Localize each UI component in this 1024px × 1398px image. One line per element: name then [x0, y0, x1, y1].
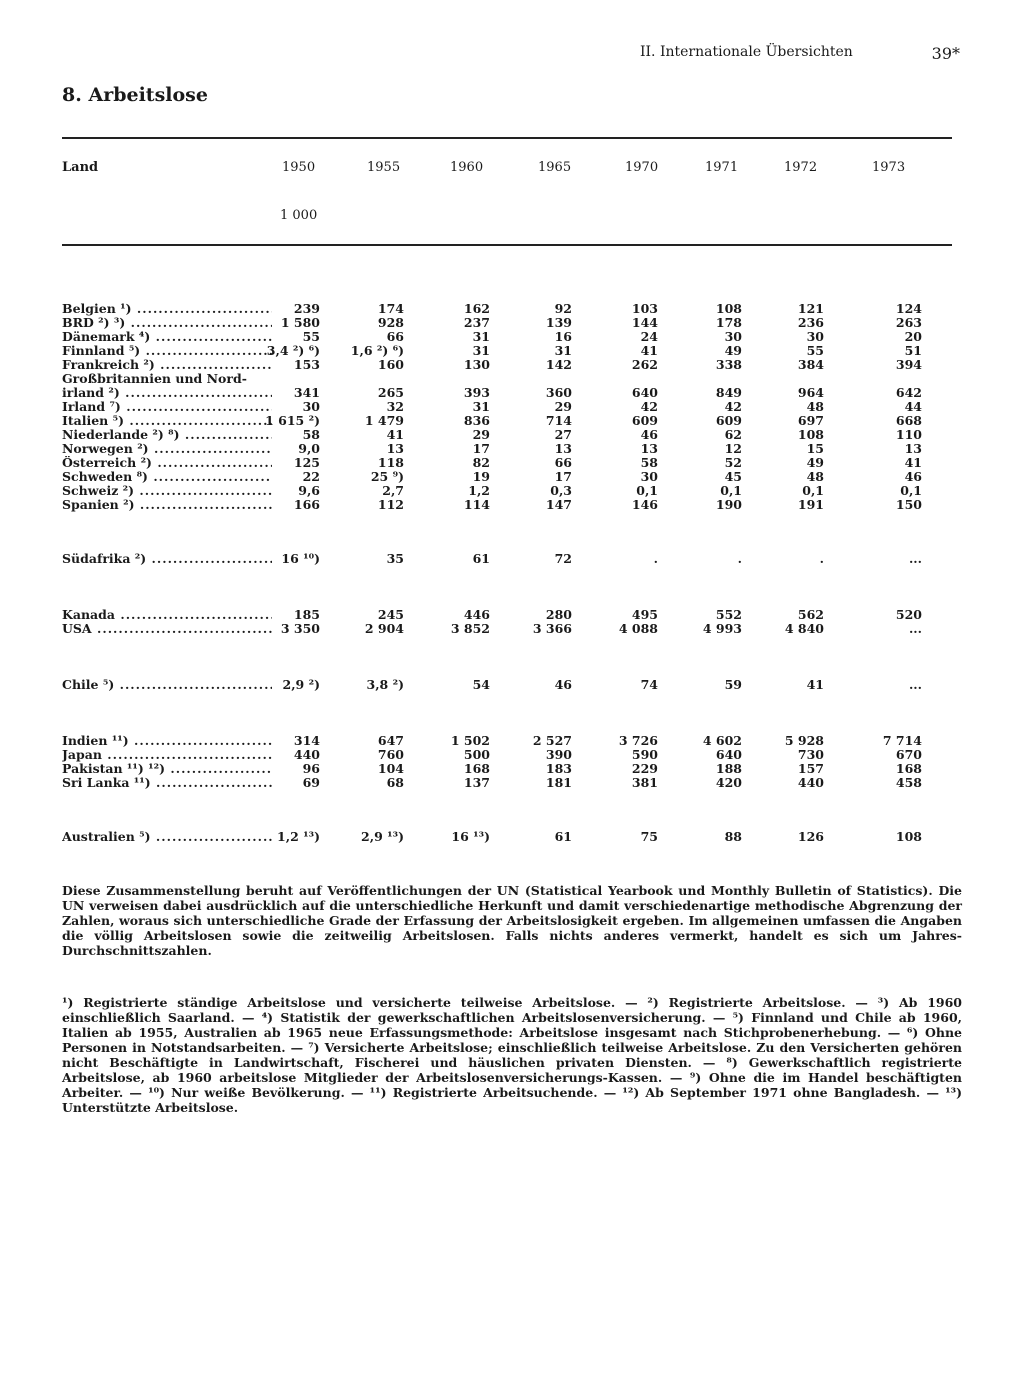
- table-row: [62, 330, 952, 344]
- row-value: 314: [293, 733, 320, 748]
- row-value: 31: [472, 343, 490, 358]
- row-value: 49: [806, 455, 824, 470]
- row-value: 168: [463, 761, 490, 776]
- row-country: Niederlande ²) ⁸) .....: [62, 428, 272, 442]
- footnotes: [62, 995, 962, 1115]
- table-row: [62, 734, 952, 748]
- table-row: [62, 776, 952, 790]
- row-value: 52: [724, 455, 742, 470]
- row-value: ...: [908, 621, 922, 636]
- row-value: 640: [631, 385, 658, 400]
- row-value: 384: [797, 357, 824, 372]
- row-value: 1,2: [468, 483, 490, 498]
- row-value: 3,4 ²) ⁶): [266, 343, 320, 358]
- row-value: 17: [472, 441, 490, 456]
- row-country: Spanien ²) .....: [62, 498, 272, 512]
- column-year: 1960: [450, 160, 484, 175]
- row-value: 88: [724, 829, 742, 844]
- row-value: 13: [554, 441, 572, 456]
- row-value: 82: [472, 455, 490, 470]
- row-value: 41: [386, 427, 404, 442]
- row-value: 110: [895, 427, 922, 442]
- row-value: 66: [554, 455, 572, 470]
- row-value: 108: [895, 829, 922, 844]
- row-value: .: [653, 551, 658, 566]
- row-value: 44: [904, 399, 922, 414]
- table-row: [62, 414, 952, 428]
- row-country: Kanada .....: [62, 608, 272, 622]
- row-value: 1 615 ²): [265, 413, 320, 428]
- table-row: [62, 358, 952, 372]
- row-value: 0,3: [550, 483, 572, 498]
- row-value: 31: [472, 399, 490, 414]
- row-value: 188: [715, 761, 742, 776]
- row-value: 13: [904, 441, 922, 456]
- row-value: 68: [386, 775, 404, 790]
- row-value: 61: [472, 551, 490, 566]
- row-value: 265: [377, 385, 404, 400]
- header-rule: [62, 244, 952, 246]
- row-value: 17: [554, 469, 572, 484]
- row-country: Dänemark ⁴) .....: [62, 330, 272, 344]
- column-year: 1950: [282, 160, 316, 175]
- row-value: 139: [545, 315, 572, 330]
- row-value: 108: [715, 301, 742, 316]
- row-value: 29: [554, 399, 572, 414]
- table-row: [62, 344, 952, 358]
- running-header: [640, 44, 960, 63]
- row-value: 42: [640, 399, 658, 414]
- row-country: Schweiz ²) .....: [62, 484, 272, 498]
- row-value: 5 928: [784, 733, 824, 748]
- row-value: 92: [554, 301, 572, 316]
- row-value: 20: [904, 329, 922, 344]
- row-value: 108: [797, 427, 824, 442]
- row-value: 1,6 ²) ⁶): [350, 343, 404, 358]
- row-value: 45: [724, 469, 742, 484]
- row-value: 263: [895, 315, 922, 330]
- row-value: 160: [377, 357, 404, 372]
- row-value: 30: [806, 329, 824, 344]
- row-value: 35: [386, 551, 404, 566]
- row-value: 55: [302, 329, 320, 344]
- row-value: 185: [293, 607, 320, 622]
- row-country: Japan .....: [62, 748, 272, 762]
- row-value: 670: [895, 747, 922, 762]
- row-value: .: [737, 551, 742, 566]
- row-value: 928: [377, 315, 404, 330]
- row-value: 166: [293, 497, 320, 512]
- row-value: 114: [463, 497, 490, 512]
- column-year: 1970: [625, 160, 659, 175]
- row-value: 153: [293, 357, 320, 372]
- row-value: 29: [472, 427, 490, 442]
- row-value: 381: [631, 775, 658, 790]
- row-value: 54: [472, 677, 490, 692]
- column-year: 1971: [705, 160, 739, 175]
- table-title: 8. Arbeitslose: [62, 84, 208, 106]
- column-year: 1973: [872, 160, 906, 175]
- row-value: 9,6: [298, 483, 320, 498]
- column-year: 1972: [784, 160, 818, 175]
- row-country: irland ²) .....: [62, 386, 272, 400]
- row-value: 440: [797, 775, 824, 790]
- row-value: 609: [715, 413, 742, 428]
- row-value: 174: [377, 301, 404, 316]
- row-value: 25 ⁹): [370, 469, 404, 484]
- row-value: 15: [806, 441, 824, 456]
- row-value: 236: [797, 315, 824, 330]
- table-row: [62, 762, 952, 776]
- row-value: 0,1: [636, 483, 658, 498]
- row-value: 41: [806, 677, 824, 692]
- row-value: 836: [463, 413, 490, 428]
- row-value: 144: [631, 315, 658, 330]
- table-row: [62, 552, 952, 566]
- row-value: 0,1: [802, 483, 824, 498]
- table-row: [62, 484, 952, 498]
- row-value: ...: [908, 551, 922, 566]
- row-value: 4 602: [702, 733, 742, 748]
- row-value: 46: [554, 677, 572, 692]
- row-value: 420: [715, 775, 742, 790]
- row-value: 27: [554, 427, 572, 442]
- row-value: 147: [545, 497, 572, 512]
- row-value: 16 ¹⁰): [281, 551, 320, 566]
- row-value: 760: [377, 747, 404, 762]
- row-value: 112: [377, 497, 404, 512]
- row-value: 394: [895, 357, 922, 372]
- row-value: 4 840: [784, 621, 824, 636]
- row-value: 239: [293, 301, 320, 316]
- table-row: [62, 678, 952, 692]
- row-value: 49: [724, 343, 742, 358]
- column-land: Land: [62, 160, 99, 175]
- row-value: 46: [640, 427, 658, 442]
- row-value: 640: [715, 747, 742, 762]
- row-value: 126: [797, 829, 824, 844]
- row-value: .: [819, 551, 824, 566]
- row-value: 562: [797, 607, 824, 622]
- row-value: 446: [463, 607, 490, 622]
- table-row: [62, 428, 952, 442]
- row-value: 48: [806, 399, 824, 414]
- table-row: [62, 470, 952, 484]
- table-row: [62, 830, 952, 844]
- row-value: 142: [545, 357, 572, 372]
- row-value: 338: [715, 357, 742, 372]
- row-country: Italien ⁵) .....: [62, 414, 272, 428]
- row-value: 96: [302, 761, 320, 776]
- table-row: [62, 498, 952, 512]
- row-value: 130: [463, 357, 490, 372]
- row-value: 262: [631, 357, 658, 372]
- description-text: Diese Zusammenstellung beruht auf Veröffentlichungen der UN (Statistical Yearbook und Monthly Bulletin of Statistics). Die UN verweisen dabei ausdrücklich auf die unterschiedliche Herkunft und damit verschiedenartige methodische Abgrenzung der Zahlen, woraus sich unterschiedliche Grade der Erfassung der Arbeitslosigkeit ergeben. Im allgemeinen umfassen die Angaben die völlig Arbeitslosen sowie die zeitweilig Arbeitslosen. Falls nichts anderes vermerkt, handelt es sich um Jahres-Durchschnittszahlen.: [62, 883, 962, 958]
- row-country: Österreich ²) .....: [62, 456, 272, 470]
- row-value: 1 502: [450, 733, 490, 748]
- row-value: 75: [640, 829, 658, 844]
- table-row: [62, 302, 952, 316]
- row-value: 66: [386, 329, 404, 344]
- row-value: 440: [293, 747, 320, 762]
- row-value: 495: [631, 607, 658, 622]
- row-value: 360: [545, 385, 572, 400]
- row-value: 125: [293, 455, 320, 470]
- row-value: 237: [463, 315, 490, 330]
- row-value: 280: [545, 607, 572, 622]
- row-value: 2,9 ²): [282, 677, 320, 692]
- table-row: [62, 386, 952, 400]
- row-country: Großbritannien und Nord-: [62, 372, 247, 386]
- row-value: 2 904: [364, 621, 404, 636]
- row-value: 48: [806, 469, 824, 484]
- row-value: 191: [797, 497, 824, 512]
- row-country: Norwegen ²) .....: [62, 442, 272, 456]
- row-value: 168: [895, 761, 922, 776]
- row-country: Australien ⁵) .....: [62, 830, 272, 844]
- row-country: Schweden ⁸) .....: [62, 470, 272, 484]
- table-row: [62, 748, 952, 762]
- row-value: 13: [640, 441, 658, 456]
- table-row: [62, 400, 952, 414]
- row-value: 59: [724, 677, 742, 692]
- row-value: 103: [631, 301, 658, 316]
- row-value: 341: [293, 385, 320, 400]
- description-note: [62, 883, 962, 958]
- row-value: 730: [797, 747, 824, 762]
- row-value: 46: [904, 469, 922, 484]
- row-value: 2 527: [532, 733, 572, 748]
- row-value: 104: [377, 761, 404, 776]
- row-value: 2,7: [382, 483, 404, 498]
- row-value: 2,9 ¹³): [361, 829, 404, 844]
- row-value: 229: [631, 761, 658, 776]
- table-row: [62, 316, 952, 330]
- row-value: 190: [715, 497, 742, 512]
- footnotes-text: ¹) Registrierte ständige Arbeitslose und versicherte teilweise Arbeitslose. — ²) Registrierte Arbeitslose. — ³) Ab 1960 einschließlich Saarland. — ⁴) Statistik der gewerkschaftlichen Arbeitslosenversicherung. — ⁵) Finnland und Chile ab 1960, Italien ab 1955, Australien ab 1965 neue Erfassungsmethode: Arbeitslose insgesamt nach Stichprobenerhebung. — ⁶) Ohne Personen in Notstandsarbeiten. — ⁷) Versicherte Arbeitslose; einschließlich teilweise Arbeitslose. Zu den Versicherten gehören nicht Beschäftigte in Landwirtschaft, Fischerei und häuslichen privaten Diensten. — ⁸) Gewerkschaftlich registrierte Arbeitslose, ab 1960 arbeitslose Mitglieder der Arbeitslosenversicherungs-Kassen. — ⁹) Ohne die im Handel beschäftigten Arbeiter. — ¹⁰) Nur weiße Bevölkerung. — ¹¹) Registrierte Arbeitsuchende. — ¹²) Ab September 1971 ohne Bangladesh. — ¹³) Unterstützte Arbeitslose.: [62, 995, 962, 1115]
- row-value: 41: [640, 343, 658, 358]
- row-value: 157: [797, 761, 824, 776]
- row-value: 390: [545, 747, 572, 762]
- row-value: 72: [554, 551, 572, 566]
- row-value: 62: [724, 427, 742, 442]
- row-value: 697: [797, 413, 824, 428]
- row-country: Frankreich ²) .....: [62, 358, 272, 372]
- row-value: 668: [895, 413, 922, 428]
- row-value: 609: [631, 413, 658, 428]
- row-value: 30: [724, 329, 742, 344]
- row-value: 458: [895, 775, 922, 790]
- table-row: [62, 608, 952, 622]
- row-value: 12: [724, 441, 742, 456]
- row-value: 31: [472, 329, 490, 344]
- row-value: 51: [904, 343, 922, 358]
- row-country: Chile ⁵) .....: [62, 678, 272, 692]
- row-value: 124: [895, 301, 922, 316]
- row-value: 183: [545, 761, 572, 776]
- row-country: Indien ¹¹) .....: [62, 734, 272, 748]
- row-value: 118: [377, 455, 404, 470]
- top-rule: [62, 137, 952, 139]
- row-country: Finnland ⁵) .....: [62, 344, 272, 358]
- table-row: [62, 372, 952, 386]
- row-value: 41: [904, 455, 922, 470]
- row-value: 16: [554, 329, 572, 344]
- row-country: USA .....: [62, 622, 272, 636]
- row-value: 61: [554, 829, 572, 844]
- section-name: II. Internationale Übersichten: [640, 44, 853, 60]
- row-country: Irland ⁷) .....: [62, 400, 272, 414]
- row-value: 69: [302, 775, 320, 790]
- row-value: 22: [302, 469, 320, 484]
- row-value: 520: [895, 607, 922, 622]
- row-value: 3,8 ²): [366, 677, 404, 692]
- row-value: 13: [386, 441, 404, 456]
- column-year: 1955: [367, 160, 401, 175]
- table-row: [62, 456, 952, 470]
- row-value: 178: [715, 315, 742, 330]
- row-value: 74: [640, 677, 658, 692]
- row-value: 30: [640, 469, 658, 484]
- row-value: 1,2 ¹³): [277, 829, 320, 844]
- row-country: Südafrika ²) .....: [62, 552, 272, 566]
- row-value: 642: [895, 385, 922, 400]
- row-value: 3 350: [280, 621, 320, 636]
- row-value: 3 852: [450, 621, 490, 636]
- row-value: 964: [797, 385, 824, 400]
- table-row: [62, 622, 952, 636]
- row-value: 137: [463, 775, 490, 790]
- row-value: 0,1: [720, 483, 742, 498]
- row-value: 146: [631, 497, 658, 512]
- row-value: 32: [386, 399, 404, 414]
- row-value: 162: [463, 301, 490, 316]
- row-value: 393: [463, 385, 490, 400]
- row-value: 181: [545, 775, 572, 790]
- row-value: 3 366: [532, 621, 572, 636]
- row-value: 849: [715, 385, 742, 400]
- row-value: 16 ¹³): [451, 829, 490, 844]
- row-country: BRD ²) ³) .....: [62, 316, 272, 330]
- row-value: ...: [908, 677, 922, 692]
- row-value: 590: [631, 747, 658, 762]
- row-value: 31: [554, 343, 572, 358]
- row-value: 55: [806, 343, 824, 358]
- row-country: Belgien ¹) .....: [62, 302, 272, 316]
- row-value: 0,1: [900, 483, 922, 498]
- row-value: 245: [377, 607, 404, 622]
- row-value: 9,0: [298, 441, 320, 456]
- row-value: 42: [724, 399, 742, 414]
- row-value: 500: [463, 747, 490, 762]
- row-value: 4 993: [702, 621, 742, 636]
- row-value: 7 714: [882, 733, 922, 748]
- row-value: 19: [472, 469, 490, 484]
- page-number: 39*: [931, 44, 960, 63]
- row-country: Sri Lanka ¹¹) .....: [62, 776, 272, 790]
- table-row: [62, 442, 952, 456]
- row-value: 552: [715, 607, 742, 622]
- row-value: 3 726: [618, 733, 658, 748]
- column-header: [62, 160, 952, 180]
- column-year: 1965: [538, 160, 572, 175]
- row-value: 121: [797, 301, 824, 316]
- row-value: 647: [377, 733, 404, 748]
- row-value: 30: [302, 399, 320, 414]
- row-value: 1 580: [280, 315, 320, 330]
- row-value: 58: [640, 455, 658, 470]
- row-value: 714: [545, 413, 572, 428]
- row-value: 24: [640, 329, 658, 344]
- row-country: Pakistan ¹¹) ¹²) .....: [62, 762, 272, 776]
- row-value: 150: [895, 497, 922, 512]
- unit-label: 1 000: [280, 208, 318, 223]
- row-value: 1 479: [364, 413, 404, 428]
- row-value: 4 088: [618, 621, 658, 636]
- row-value: 58: [302, 427, 320, 442]
